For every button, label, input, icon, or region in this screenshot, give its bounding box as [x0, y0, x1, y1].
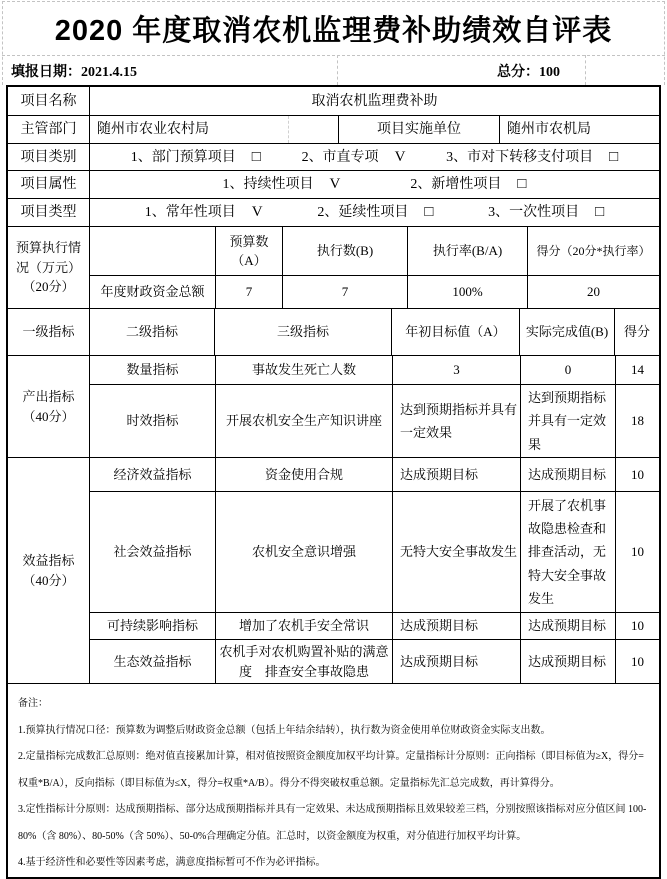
quantity-score: 14 [615, 356, 659, 384]
category-options [89, 144, 659, 170]
timeliness-l2: 时效指标 [126, 413, 179, 429]
note-2: 2.定量指标完成数汇总原则：绝对值直接累加计算，相对值按照资金额度加权平均计算。定量指标计分原则：正向指标（即目标值为≥X，得分=权重*B/A），反向指标（即目标值为≤X，得分=权重*A/B）。得分不得突破权重总额。定量指标先汇总完成数，再计算得分。 [18, 751, 644, 789]
quantity-l2: 数量指标 [126, 362, 179, 378]
eco-actual: 达成预期目标 [520, 640, 615, 683]
option-label: 1、常年性项目 [144, 205, 236, 220]
budget-col-score: 得分（20分*执行率） [527, 227, 659, 275]
notes-label: 备注： [18, 698, 48, 710]
eco-target: 达成预期目标 [392, 640, 520, 683]
benefit-section-label: 效益指标（40分） [22, 553, 75, 588]
eco-l2: 生态效益指标 [113, 653, 192, 669]
timeliness-score: 18 [615, 385, 659, 457]
option-label: 3、一次性项目 [488, 205, 580, 220]
gridline-inner [288, 116, 289, 143]
economic-score: 10 [615, 458, 659, 491]
option-continuous [223, 173, 341, 196]
attribute-options-list [90, 173, 659, 196]
exec-value: 7 [282, 276, 407, 308]
social-actual: 开展了农机事故隐患检查和排查活动，无特大安全事故发生 [520, 492, 615, 612]
category-options-list [90, 146, 659, 169]
header-target: 年初目标值（A） [391, 309, 519, 355]
option-city-special [302, 146, 406, 169]
sustain-l2: 可持续影响指标 [106, 618, 198, 634]
type-label: 项目类型 [20, 205, 77, 220]
notes-section [8, 683, 659, 877]
option-dept-budget [131, 146, 261, 169]
evaluation-table [6, 85, 661, 879]
sustain-actual: 达成预期目标 [520, 613, 615, 639]
attribute-label: 项目属性 [20, 177, 77, 192]
type-options-list [90, 201, 659, 224]
attribute-options [89, 171, 659, 198]
quantity-actual: 0 [520, 356, 615, 384]
impl-unit-value: 随州市农机局 [499, 116, 659, 143]
social-score: 10 [615, 492, 659, 612]
indicator-header-row [8, 308, 659, 355]
checkbox-unchecked: □ [424, 204, 434, 221]
economic-l2: 经济效益指标 [113, 466, 192, 482]
section-output-indicators [8, 355, 659, 457]
dept-value-text: 随州市农业农村局 [97, 122, 209, 137]
option-label: 1、部门预算项目 [130, 149, 236, 165]
checkbox-unchecked: □ [251, 148, 261, 165]
total-score: 总分：100 [497, 65, 560, 80]
quantity-target: 3 [392, 356, 520, 384]
date-row [2, 55, 665, 85]
budget-header-row [90, 227, 659, 275]
budget-col-exec: 执行数(B) [282, 227, 407, 275]
option-transfer-payment [446, 146, 618, 169]
checkbox-unchecked: □ [609, 148, 619, 165]
row-project-category [8, 143, 659, 170]
economic-target: 达成预期目标 [392, 458, 520, 491]
note-3: 3.定性指标计分原则：达成预期指标、部分达成预期指标并具有一定效果、未达成预期指标且效果较差三档，分别按照该指标对应分值区间 100-80%（含 80%）、80-50%（含 50%）、50-0%合理确定分值。汇总时，以资金额度为权重，对分值进行加权平均计算。 [18, 804, 647, 842]
checkmark: V [251, 204, 263, 221]
option-one-time [488, 201, 604, 224]
dept-value [89, 116, 338, 143]
timeliness-l3: 开展农机安全生产知识讲座 [215, 385, 392, 457]
budget-group [89, 227, 659, 308]
social-l3: 农机安全意识增强 [215, 492, 392, 612]
checkbox-unchecked: □ [595, 204, 605, 221]
social-target: 无特大安全事故发生 [392, 492, 520, 612]
project-name-label: 项目名称 [20, 93, 77, 109]
checkmark: V [329, 176, 341, 193]
row-sustain-indicator [90, 612, 659, 639]
row-social-indicator [90, 491, 659, 612]
row-eco-indicator [90, 639, 659, 683]
section-benefit-indicators [8, 457, 659, 683]
category-label: 项目类别 [20, 149, 77, 165]
header-level1: 一级指标 [22, 324, 75, 340]
checkbox-unchecked: □ [517, 176, 527, 193]
quantity-l3: 事故发生死亡人数 [215, 356, 392, 384]
row-economic-indicator [90, 458, 659, 491]
row-project-attribute [8, 170, 659, 198]
eco-l3: 农机手对农机购置补贴的满意度 排查安全事故隐患 [215, 640, 392, 683]
budget-data-row [90, 275, 659, 308]
economic-actual: 达成预期目标 [520, 458, 615, 491]
note-1: 1.预算执行情况口径：预算数为调整后财政资金总额（包括上年结余结转），执行数为资金使用单位财政资金实际支出数。 [18, 724, 551, 736]
dept-label: 主管部门 [20, 122, 77, 137]
eco-score: 10 [615, 640, 659, 683]
impl-unit-label: 项目实施单位 [338, 116, 499, 143]
row-project-type [8, 198, 659, 226]
sustain-target: 达成预期目标 [392, 613, 520, 639]
social-l2: 社会效益指标 [113, 544, 192, 560]
option-label: 3、市对下转移支付项目 [446, 149, 594, 165]
checkmark: V [394, 148, 406, 165]
budget-empty-cell [90, 227, 215, 275]
header-actual: 实际完成值(B) [519, 309, 614, 355]
option-extended [317, 201, 433, 224]
timeliness-actual: 达到预期指标并具有一定效果 [520, 385, 615, 457]
score-value: 20 [527, 276, 659, 308]
economic-l3: 资金使用合规 [215, 458, 392, 491]
option-annual [145, 201, 263, 224]
budget-row-label: 年度财政资金总额 [100, 284, 205, 300]
notes-cell [8, 684, 659, 877]
timeliness-target: 达到预期指标并具有一定效果 [392, 385, 520, 457]
header-score: 得分 [614, 309, 659, 355]
option-label: 2、新增性项目 [410, 177, 502, 192]
output-section-label: 产出指标（40分） [22, 389, 75, 424]
report-date: 填报日期：2021.4.15 [11, 65, 137, 80]
row-project-name [8, 87, 659, 115]
budget-col-rate: 执行率(B/A) [407, 227, 527, 275]
row-quantity-indicator [90, 356, 659, 384]
option-label: 1、持续性项目 [222, 177, 314, 192]
option-label: 2、市直专项 [301, 149, 379, 165]
budget-section-label: 预算执行情况（万元）（20分） [15, 240, 81, 295]
section-budget-execution [8, 226, 659, 308]
page-title: 2020 年度取消农机监理费补助绩效自评表 [54, 15, 613, 47]
header-level3: 三级指标 [214, 309, 391, 355]
output-group [89, 356, 659, 457]
option-new [410, 173, 526, 196]
option-label: 2、延续性项目 [317, 205, 409, 220]
rate-value: 100% [407, 276, 527, 308]
sustain-score: 10 [615, 613, 659, 639]
row-departments [8, 115, 659, 143]
budget-col-budget: 预算数（A） [215, 227, 282, 275]
header-level2: 二级指标 [89, 309, 214, 355]
note-4: 4.基于经济性和必要性等因素考虑，满意度指标暂可不作为必评指标。 [18, 857, 326, 869]
project-name-value: 取消农机监理费补助 [89, 87, 659, 115]
benefit-group [89, 458, 659, 683]
type-options [89, 199, 659, 226]
row-timeliness-indicator [90, 384, 659, 457]
sustain-l3: 增加了农机手安全常识 [215, 613, 392, 639]
budget-value: 7 [215, 276, 282, 308]
